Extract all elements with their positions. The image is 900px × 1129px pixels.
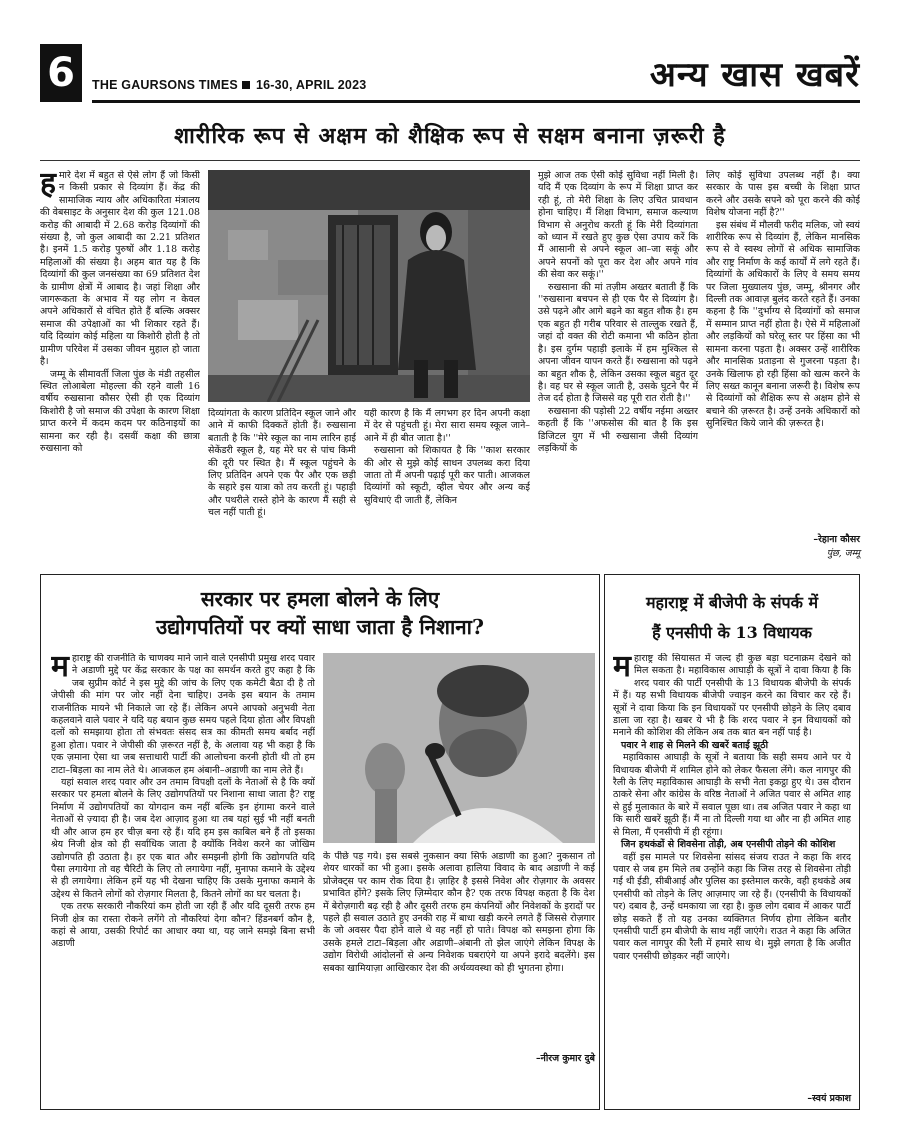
- paper-name: THE GAURSONS TIMES: [92, 78, 238, 92]
- article1-col1-para: [40, 170, 200, 369]
- politician-photo-image: [323, 653, 595, 843]
- article1-place: पुंछ, जम्मू: [826, 548, 860, 559]
- article3-para: वहीं इस मामले पर शिवसेना सांसद संजय राउत ने कहा कि शरद पवार से जब हम मिले तब उन्होंने कहा कि जिस तरह से शिवसेना तोड़ी गई थी ईडी, सीबीआई और पुलिस का इस्तेमाल करके, वही हथकंडे अब एनसीपी को तोड़ने के लिए आज़माए जा रहे हैं। (एनसीपी के विधायकों पर) दबाव है, उन्हें धमकाया जा रहा है। कुछ लोग दबाव में आकर पार्टी छोड़ सकते हैं तो यह उनका व्यक्तिगत निर्णय होगा लेकिन बतौर एनसीपी पार्टी हम बीजेपी के साथ नहीं जाएंगे। राउत ने कहा कि अजित पवार कल नागपुर की रैली में हमारे साथ थे। मुझे लगता है कि अजीत पवार एनसीपी छोड़कर नहीं जाएंगे।: [613, 851, 851, 962]
- article2-col2-para: के पीछे पड़ गये। इस सबसे नुकसान क्या सिर्फ अडाणी का हुआ? नुकसान तो शेयर धारकों का भी हुआ। इसके अलावा हालिया विवाद के बाद अडाणी ने कई प्रोजेक्ट्स पर काम रोक दिया है। ज़ाहिर है इससे निवेश और रोज़गार के अवसर प्रभावित होंगे? इसके लिए ज़िम्मेदार कौन है? एक तरफ विपक्ष कहता है कि देश में बेरोज़गारी बढ़ रही है और दूसरी तरफ हम कंपनियों और निवेशकों के इरादों पर पहले ही सवाल उठाते हुए उनकी राह में बाधा खड़ी करने लगते हैं जिससे रोज़गार के जो अवसर पैदा होने वाले थे वह नहीं हो पाते। विपक्ष को समझना होगा कि उसके हमले टाटा–बिड़ला और अडाणी–अंबानी तो झेल जाएंगे लेकिन विपक्ष के उद्योग विरोधी आंदोलनों से अन्य निवेशक घबराएंगे या अपने इरादे बदलेंगे। इस सबका खामियाज़ा आखिरकार देश की अर्थव्यवस्था को ही भुगतना होगा।: [323, 851, 595, 974]
- article3-para: [613, 653, 851, 740]
- section-title: अन्य खास खबरें: [649, 55, 860, 95]
- article1-col5-para: लिए कोई सुविधा उपलब्ध नहीं है। क्या सरकार के पास इस बच्ची के शिक्षा प्राप्त करने और उसके सपने को पूरा करने की कोई विशेष योजना नहीं है?'': [706, 170, 860, 219]
- masthead: [40, 44, 860, 106]
- issue-date: 16-30, APRIL 2023: [255, 78, 367, 92]
- article2-column-1: [51, 653, 315, 1101]
- article1-col1-text: मारे देश में बहुत से ऐसे लोग हैं जो किसी न किसी प्रकार से दिव्यांग हैं। केंद्र की सामाजिक न्याय और अधिकारिता मंत्रालय की वेबसाइट के अनुसार देश की कुल 121.08 करोड़ की आबादी में 2.68 करोड़ दिव्यांगों की संख्या है, जो कुल आबादी का 2.21 प्रतिशत है। इनमें 1.5 करोड़ पुरुषों और 1.18 करोड़ महिलाओं की संख्या है। अहम बात यह है कि दिव्यांगों की कुल जनसंख्या का 69 प्रतिशत देश के ग्रामीण क्षेत्रों में आबाद है। जहां शिक्षा और जागरूकता के अभाव में यह लोग न केवल अपने अधिकारों से वंचित होते हैं बल्कि अक्सर समाज की उपेक्षाओं का भी शिकार रहते हैं। यदि दिव्यांग कोई महिला या किशोरी होती है तो ग्रामीण परिवेश में उसका जीवन मुहाल हो जाता है।: [40, 170, 200, 368]
- article1-col3-para: रुखसाना को शिकायत है कि ''काश सरकार की ओर से मुझे कोई साधन उपलब्ध करा दिया जाता तो मैं अपनी पढ़ाई पूरी कर पाती। आजकल दिव्यांगों को स्कूटी, व्हील चेयर और अन्य कई सुविधाएं दी जाती हैं, लेकिन: [364, 445, 530, 506]
- article1-col2-para: दिव्यांगता के कारण प्रतिदिन स्कूल जाने और आने में काफी दिक्कतें होती हैं। रुखसाना बताती है कि ''मेरे स्कूल का नाम लारिन हाई सेकेंडरी स्कूल है, यह मेरे घर से पांच किमी की दूरी पर स्थित है। मैं स्कूल पहुंचने के लिए प्रतिदिन अपने एक पैर और एक छड़ी के सहारे इस यात्रा को तय करती हूं। पहाड़ी और पथरीले रास्ते होने के कारण मैं सही से चल नहीं पाती हूं।: [208, 408, 356, 519]
- paper-info: [92, 78, 366, 92]
- article3-subhead: पवार ने शाह से मिलने की खबरें बताई झूठी: [621, 739, 769, 751]
- article3-headline-line2: हैं एनसीपी के 13 विधायक: [652, 623, 812, 642]
- dropcap: म: [51, 653, 69, 684]
- masthead-rule: [92, 100, 860, 103]
- article1-headline: शारीरिक रूप से अक्षम को शैक्षिक रूप से सक्षम बनाना ज़रूरी है: [174, 123, 726, 149]
- article2-column-2: [323, 851, 595, 1031]
- article1-col4-para: मुझे आज तक ऐसी कोई सुविधा नहीं मिली है। यदि मैं एक दिव्यांग के रूप में शिक्षा प्राप्त कर रही हूं, तो मेरी शिक्षा के लिए उचित प्रावधान होना चाहिए। मैं शिक्षा विभाग, समाज कल्याण विभाग से अनुरोध करती हूं कि मेरी दिव्यांगता को ध्यान में रखते हुए कुछ ऐसा उपाय करें कि मैं आसानी से अपने स्कूल आ–जा सकूं और अपने सपनों को पूरा कर देश और अपने गांव की सेवा कर सकूं।'': [538, 170, 698, 281]
- article1-col4-para: रुखसाना की पड़ोसी 22 वर्षीय नईमा अख्तर कहती हैं कि ''अफसोस की बात है कि इस डिजिटल युग में भी रुखसाना जैसी दिव्यांग लड़कियों के: [538, 405, 698, 454]
- article2-headline-line1: सरकार पर हमला बोलने के लिए: [200, 587, 440, 611]
- article2-headline-line2: उद्योगपतियों पर क्यों साधा जाता है निशाना?: [156, 615, 484, 639]
- article2-col1-para: [51, 653, 315, 777]
- article1-column-1: [40, 170, 200, 562]
- page-number: 6: [40, 44, 82, 102]
- article1-column-2: [208, 408, 356, 562]
- politician-photo: [323, 653, 595, 843]
- article3-text: हाराष्ट्र की सियासत में जल्द ही कुछ बड़ा घटनाक्रम देखने को मिल सकता है। महाविकास आघाड़ी के सूत्रों ने दावा किया है कि शरद पवार की पार्टी एनसीपी के 13 विधायक बीजेपी के संपर्क में हैं। यह सभी विधायक बीजेपी ज्वाइन करने का विचार कर रहे हैं। सूत्रों ने दावा किया कि इन विधायकों पर एनसीपी छोड़ने के लिए दबाव डाला जा रहा है। खबर ये भी है कि शरद पवार ने इन विधायकों को मनाने की कोशिश की लेकिन अब तक बात बन नहीं पाई है।: [613, 653, 851, 739]
- article3-subhead: जिन हथकंडों से शिवसेना तोड़ी, अब एनसीपी तोड़ने की कोशिश: [621, 839, 836, 851]
- article1-column-4: [538, 170, 698, 562]
- article1-col1-para: जम्मू के सीमावर्ती जिला पुंछ के मंडी तहसील स्थित लोआबेला मोहल्ला की रहने वाली 16 वर्षीय रुखसाना कौसर ऐसी ही एक दिव्यांग किशोरी है जो समाज की उपेक्षा के कारण शिक्षा प्राप्त करने में कदम कदम पर कठिनाइयों का सामना कर रही है। दसवीं कक्षा की छात्रा रुखसाना को: [40, 368, 200, 454]
- article3-headline-line1: महाराष्ट्र में बीजेपी के संपर्क में: [645, 593, 819, 612]
- article1-column-3: [364, 408, 530, 562]
- article3-byline: –स्वयं प्रकाश: [807, 1093, 851, 1104]
- article1-col4-para: रुखसाना की मां तज़ीम अख्तर बताती हैं कि ''रुखसाना बचपन से ही एक पैर से दिव्यांग है। उसे पढ़ने और आगे बढ़ने का बहुत शौक है। हम एक बहुत ही गरीब परिवार से ताल्लुक रखते हैं, जहां दो वक्त की रोटी कमाना भी कठिन होता है। इस दुर्गम पहाड़ी इलाके में हम मुश्किल से अपना जीवन यापन करते हैं। रुखसाना को पढ़ने का बहुत शौक है, लेकिन उसका स्कूल बहुत दूर है। वह घर से स्कूल जाती है, उसके घुटने पैर में तेज दर्द होता है जिससे वह पूरी रात रोती है।'': [538, 281, 698, 405]
- article1-rule: [40, 160, 860, 161]
- article3-para: महाविकास आघाड़ी के सूत्रों ने बताया कि सही समय आने पर ये विधायक बीजेपी में शामिल होने को लेकर फैसला लेंगे। कल नागपुर की रैली के लिए महाविकास आघाड़ी के सभी नेता इकट्ठा हुए थे। उस दौरान ठाकरे सेना और कांग्रेस के वरिष्ठ नेताओं ने अजित पवार से अमित शाह से हुई मुलाकात के बारे में सवाल पूछा था। तब अजित पवार ने कहा था कि सारी खबरें झूठी हैं। मैं ना तो दिल्ली गया था और ना ही अमित शाह से मिला, मैं एनसीपी में ही रहूंगा।: [613, 752, 851, 838]
- dropcap: म: [613, 653, 631, 684]
- article3-column: [613, 653, 851, 1091]
- article2-col1-para: यहां सवाल शरद पवार और उन तमाम विपक्षी दलों के नेताओं से है कि क्यों सरकार पर हमला बोलने के लिए उद्योगपतियों पर निशाना साधा जाता है? राष्ट्र निर्माण में उद्योगपतियों का योगदान कम नहीं बल्कि इन हंगामा करने वाले नेताओं से ज़्यादा ही है। जब देश आज़ाद हुआ था तब यहां सुई भी नहीं बनती थी और आज हम हर चीज़ बना रहे हैं। यदि हम इस काबिल बने हैं तो इसका श्रेय निजी क्षेत्र को ही सर्वाधिक जाता है क्योंकि निवेश करने का जोखिम उद्योगपति ही उठाता है। हर एक बात और समझनी होगी कि उद्योगपति यदि पैसा लगायेगा तो वह चैरिटी के लिए तो लगायेगा नहीं, मुनाफा कमाने के उद्देश्य से ही लगायेगा। लेकिन हमें यह भी देखना चाहिए कि उसके मुनाफा कमाने के उद्देश्य से कितने लोगों को रोज़गार मिलता है, कितने लोगों का घर चलता है।: [51, 777, 315, 900]
- article2-box: [40, 574, 600, 1110]
- article2-byline: –नीरज कुमार दुबे: [535, 1053, 595, 1064]
- article2-col1-para: एक तरफ सरकारी नौकरियां कम होती जा रही हैं और यदि दूसरी तरफ हम निजी क्षेत्र का रास्ता रोकने लगेंगे तो नौकरियां देगा कौन? हिंडनबर्ग कौन है, कहां से आया, उसकी रिपोर्ट का आधार क्या था, यह जाने समझे बिना सभी अडाणी: [51, 901, 315, 950]
- square-separator-icon: [242, 81, 250, 89]
- girl-photo-image: [208, 170, 530, 402]
- dropcap: ह: [40, 170, 56, 201]
- article1-col3-para: यही कारण है कि मैं लगभग हर दिन अपनी कक्षा में देर से पहुंचती हूं। मेरा सारा समय स्कूल जाने–आने में ही बीत जाता है।'': [364, 408, 530, 444]
- article3-box: [604, 574, 860, 1110]
- article2-col1-text: हाराष्ट्र की राजनीति के चाणक्य माने जाने वाले एनसीपी प्रमुख शरद पवार ने अडाणी मुद्दे पर केंद्र सरकार के पक्ष का समर्थन करते हुए कहा है कि जब सुप्रीम कोर्ट ने इस मुद्दे की जांच के लिए एक कमेटी बैठा दी है तो जेपीसी की मांग पर जोर नहीं देना चाहिए। उनके इस बयान के तमाम राजनीतिक मायने भी निकाले जा रहे हैं। लेकिन अपने आपको अनुभवी नेता कहलवाने वाले पवार ने यदि यह बयान कुछ समय पहले दिया होता और विपक्षी दलों को समझाया होता तो संभवतः संसद सत्र का कीमती समय बर्बाद नहीं हुआ होता। पवार ने जेपीसी की ज़रूरत नहीं है, के अलावा यह भी कहा है कि एक ज़माना ऐसा था जब सत्ताधारी पार्टी की आलोचना करनी होती थी तो हम टाटा–बिड़ला का नाम लेते थे। आजकल हम अंबानी–अडाणी का नाम लेते हैं।: [51, 653, 315, 776]
- article1-byline: –रेहाना कौसर: [813, 534, 860, 545]
- article1-column-5: [706, 170, 860, 530]
- article1-col5-para: इस संबंध में मौलवी फरीद मलिक, जो स्वयं शारीरिक रूप से दिव्यांग हैं, लेकिन मानसिक रूप से वे स्वस्थ लोगों से अधिक सामाजिक और राष्ट्र निर्माण के कई कार्यों में लगे रहते हैं। दिव्यांगों के अधिकारों के लिए वे समय समय पर जिला मुख्यालय पुंछ, जम्मू, श्रीनगर और दिल्ली तक आवाज़ बुलंद करते रहते हैं। उनका कहना है कि ''दुर्भाग्य से दिव्यांगों को समाज में सम्मान प्राप्त नहीं होता है। ऐसे में महिलाओं और लड़कियों को घरेलू स्तर पर हिंसा का भी सामना करना पड़ता है। अक्सर उन्हें शारीरिक और मानसिक प्रताड़ना से गुजरना पड़ता है। उनके खिलाफ हो रही हिंसा को खत्म करने के लिए सख्त कानून बनाना जरूरी है। विशेष रूप से दिव्यांगों को शैक्षिक रूप से अक्षम होने से बचाने की ज़रूरत है। उन्हें उनके अधिकारों को सुनिश्चित किये जाने की ज़रूरत है।: [706, 219, 860, 430]
- girl-photo: [208, 170, 530, 402]
